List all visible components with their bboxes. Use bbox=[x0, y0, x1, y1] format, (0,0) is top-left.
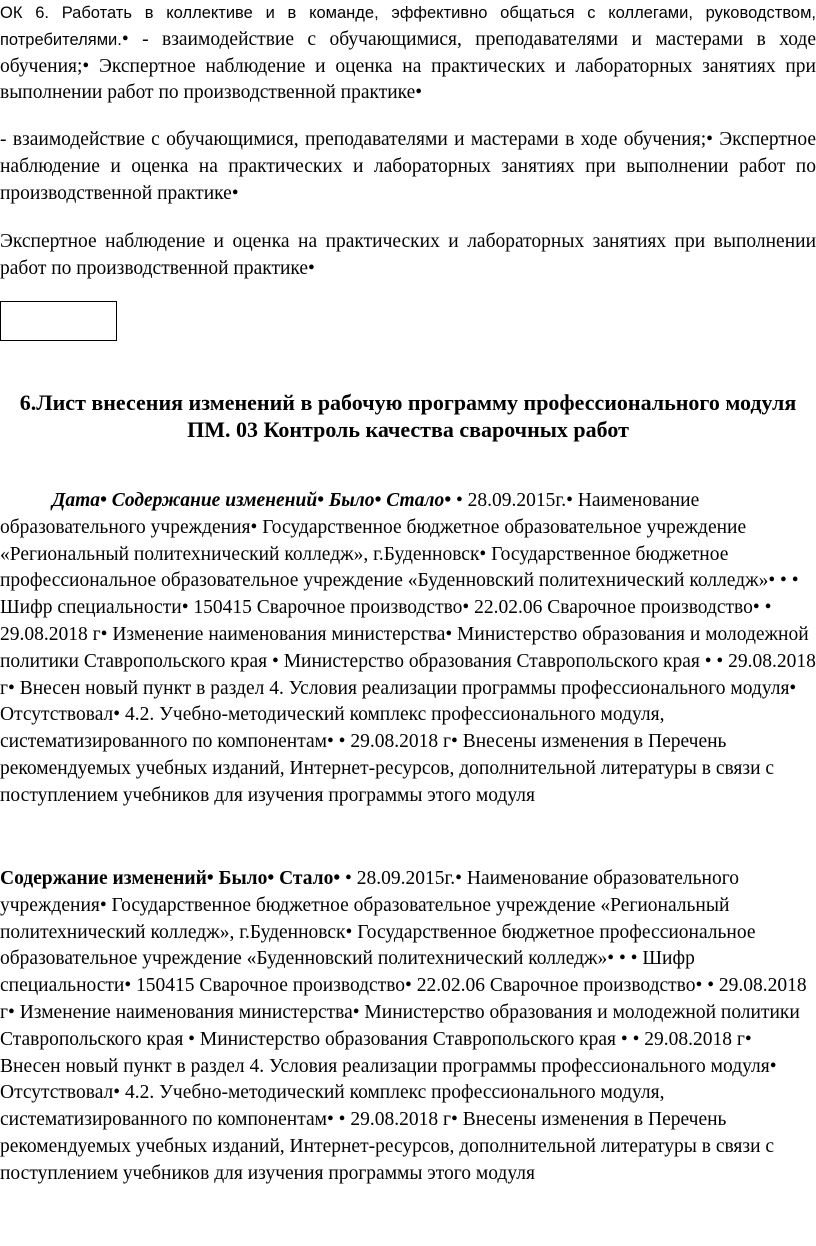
empty-box bbox=[0, 301, 117, 341]
changes-paragraph-1 bbox=[0, 488, 816, 810]
header-was-2: Было• bbox=[218, 868, 275, 889]
header-date: Дата• bbox=[52, 490, 107, 511]
header-content: Содержание изменений• bbox=[111, 490, 324, 511]
changes-body-1: • 28.09.2015г.• Наименование образовательного учреждения• Государственное бюджетное образовательное учреждение «Региональный политехнический колледж», г.Буденновск• Государственное бюджетное профессиональное образовательное учреждение «Буденновский политехнический колледж»• • • Шифр специальности• 150415 Сварочное производство• 22.02.06 Сварочное производство• • 29.08.2018 г• Изменение наименования министерства• Министерство образования и молодежной политики Ставропольского края • Министерство образования Ставропольского края • • 29.08.2018 г• Внесен новый пункт в раздел 4. Условия реализации программы профессионального модуля• Отсутствовал• 4.2. Учебно-методический комплекс профессионального модуля, систематизированного по компонентам• • 29.08.2018 г• Внесены изменения в Перечень рекомендуемых учебных изданий, Интернет-ресурсов, дополнительной литературы в связи с поступлением учебников для изучения программы этого модуля bbox=[0, 490, 816, 806]
section-title-line1: 6.Лист внесения изменений в рабочую программу профессионального модуля bbox=[19, 390, 797, 415]
header-became-2: Стало• bbox=[279, 868, 341, 889]
header-content-2: Содержание изменений• bbox=[0, 868, 214, 889]
section-title-line2: ПМ. 03 Контроль качества сварочных работ bbox=[187, 417, 629, 442]
header-became: Стало• bbox=[386, 490, 452, 511]
paragraph-expert: Экспертное наблюдение и оценка на практических и лабораторных занятиях при выполнении работ по производственной практике• bbox=[0, 231, 816, 279]
changes-paragraph-2 bbox=[0, 866, 816, 1188]
section-title bbox=[0, 389, 816, 443]
changes-body-2: • 28.09.2015г.• Наименование образовательного учреждения• Государственное бюджетное образовательное учреждение «Региональный политехнический колледж», г.Буденновск• Государственное бюджетное профессиональное образовательное учреждение «Буденновский политехнический колледж»• • • Шифр специальности• 150415 Сварочное производство• 22.02.06 Сварочное производство• • 29.08.2018 г• Изменение наименования министерства• Министерство образования и молодежной политики Ставропольского края • Министерство образования Ставропольского края • • 29.08.2018 г• Внесен новый пункт в раздел 4. Условия реализации программы профессионального модуля• Отсутствовал• 4.2. Учебно-методический комплекс профессионального модуля, систематизированного по компонентам• • 29.08.2018 г• Внесены изменения в Перечень рекомендуемых учебных изданий, Интернет-ресурсов, дополнительной литературы в связи с поступлением учебников для изучения программы этого модуля bbox=[0, 868, 807, 1184]
ok6-rest: • - взаимодействие с обучающимися, преподавателями и мастерами в ходе обучения;• Экспертное наблюдение и оценка на практических и лабораторных занятиях при выполнении работ по производственной практике• bbox=[0, 28, 816, 104]
paragraph-interaction: - взаимодействие с обучающимися, преподавателями и мастерами в ходе обучения;• Экспертное наблюдение и оценка на практических и лабораторных занятиях при выполнении работ по производственной практике• bbox=[0, 129, 816, 204]
paragraph-ok6 bbox=[0, 0, 816, 107]
header-was: Было• bbox=[328, 490, 382, 511]
ok6-lead: ОК 6. Работать в коллективе и в команде, эффективно общаться с коллегами, руководством, потребителями. bbox=[0, 4, 816, 49]
